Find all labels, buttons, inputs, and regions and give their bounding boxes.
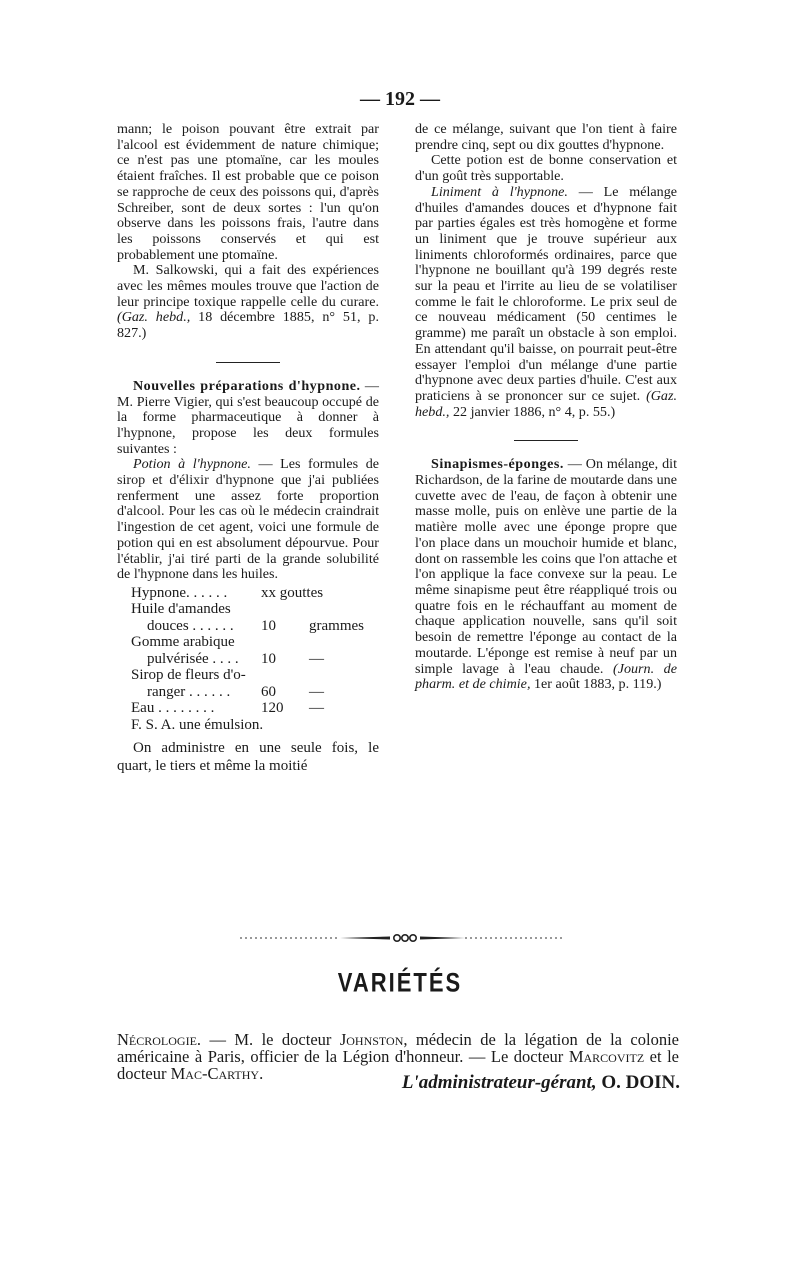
person-name: Johnston <box>339 1029 404 1049</box>
subheading: Potion à l'hypnone. <box>133 456 251 473</box>
ingredient: douces . . . . . . <box>147 617 234 634</box>
paragraph-text: M. Salkowski, qui a fait des expériences avec les mêmes moules trouve que l'action de leur principe toxique rappelle celle du curare. <box>117 262 379 310</box>
unit: grammes <box>309 617 364 634</box>
quantity: 60 <box>261 683 276 700</box>
obituary-text: , médecin de la légation de la colonie américaine à Paris, officier de la Légion d'honneur. — Le docteur <box>117 1029 679 1066</box>
recipe-row <box>131 700 379 717</box>
paragraph: mann; le poison pouvant être extrait par l'alcool est évidemment de nature chimique; ce n'est pas une ptomaïne, car les moules étaient fraîches. Il est probable que ce poison se rapproche de ceux des poissons qui, d'après Schreiber, sont de deux sortes : l'un qu'on observe dans les poissons frais, l'autre dans les poissons conservés et qui est probablement une ptomaïne. <box>117 121 379 263</box>
separator-rule <box>514 440 578 441</box>
obituary-text: — M. le docteur <box>201 1029 340 1049</box>
recipe-row <box>131 585 379 602</box>
paragraph-text: — Les formules de sirop et d'élixir d'hypnone que j'ai publiées renferment une assez forte proportion d'alcool. Pour les cas où le médecin craindrait l'ingestion de cet agent, voici une formule de potion qui en est absolument dépourvue. Pour l'établir, j'ai tiré parti de la grande solubilité de l'hypnone dans les huiles. <box>117 456 379 583</box>
quantity: 120 <box>261 700 284 717</box>
obituary-text: . <box>259 1063 264 1083</box>
ornamental-divider <box>240 930 565 946</box>
ingredient: Hypnone. . . . . . <box>131 584 228 601</box>
recipe-row <box>131 717 379 734</box>
ingredient: Sirop de fleurs d'o- <box>131 667 246 684</box>
signature <box>340 1072 680 1094</box>
ingredient: ranger . . . . . . <box>147 683 231 700</box>
citation-details: 18 décembre 1885, n° 51, p. 827.) <box>117 309 379 342</box>
paragraph: Cette potion est de bonne conservation et d'un goût très supportable. <box>415 152 677 185</box>
paragraph-text: — M. Pierre Vigier, qui s'est beaucoup occupé de la forme pharmaceutique à donner à l'hypnone, propose les deux formules suivantes : <box>117 377 379 457</box>
citation-journal: (Gaz. hebd., <box>117 309 191 326</box>
recipe-row <box>131 634 379 651</box>
page-number: — 192 — <box>360 88 440 110</box>
section-heading: Sinapismes-éponges. <box>431 456 564 473</box>
ingredient: Huile d'amandes <box>131 601 231 618</box>
left-column <box>117 122 379 775</box>
recipe-row <box>131 618 379 635</box>
unit: — <box>309 683 324 700</box>
quantity: xx gouttes <box>261 584 324 601</box>
paragraph: de ce mélange, suivant que l'on tient à faire prendre cinq, sept ou dix gouttes d'hypnone. <box>415 121 677 153</box>
ingredient: Eau . . . . . . . . <box>131 700 215 717</box>
quantity: 10 <box>261 617 276 634</box>
recipe-table <box>131 585 379 734</box>
paragraph <box>117 379 379 458</box>
recipe-row <box>131 601 379 618</box>
person-name: Marcovitz <box>568 1046 645 1066</box>
signature-role: L'administrateur-gérant, <box>401 1072 597 1093</box>
unit: — <box>309 700 324 717</box>
paragraph <box>117 263 379 342</box>
ingredient: F. S. A. une émulsion. <box>131 716 264 733</box>
recipe-row <box>131 651 379 668</box>
paragraph <box>415 185 677 421</box>
paragraph: On administre en une seule fois, le quart, le tiers et même la moitié <box>117 740 379 775</box>
section-title: VARIÉTÉS <box>337 967 463 998</box>
separator-rule <box>216 362 280 363</box>
ingredient: Gomme arabique <box>131 634 235 651</box>
paragraph-text: — On mélange, dit Richardson, de la farine de moutarde dans une cuvette avec de l'eau, de façon à obtenir une masse molle, puis on enlève une partie de la matière molle avec une éponge propre que l'on place dans un mouchoir humide et blanc, dont on rassemble les coins que l'on attache et l'on applique la face convexe sur la peau. Le même sinapisme peut être réappliqué trois ou quatre fois en le réchauffant au moment de chaque application nouvelle, sans qu'il soit besoin de remettre l'éponge au contact de la moutarde. L'éponge est remise à neuf par un simple lavage à l'eau chaude. <box>415 456 677 677</box>
person-name: Mac-Carthy <box>170 1063 260 1083</box>
recipe-row <box>131 667 379 684</box>
ingredient: pulvérisée . . . . <box>147 650 239 667</box>
paragraph-text: — Le mélange d'huiles d'amandes douces et d'hypnone fait par parties égales est très homogène et forme un liniment que je trouve supérieur aux liniments chloroformés ordinaires, parce que l'hypnone ne bouillant qu'à 199 degrés reste sur la peau et l'irrite au lieu de se volatiliser comme le fait le chloroforme. Le prix seul de ce nouveau médicament (50 centimes le gramme) me paraît un obstacle à son emploi. En attendant qu'il baisse, on pourrait peut-être essayer l'emploi d'un mélange d'une partie d'hypnone avec deux parties d'huile. C'est aux praticiens à se prononcer sur ce sujet. <box>415 183 677 404</box>
citation-details: 1er août 1883, p. 119.) <box>534 676 662 693</box>
right-column <box>415 122 677 693</box>
citation-details: 22 janvier 1886, n° 4, p. 55.) <box>452 403 616 420</box>
citation-journal: (Gaz. hebd., <box>415 387 677 420</box>
citation-journal: (Journ. de pharm. et de chimie, <box>415 660 677 693</box>
obituary-text: et le docteur <box>117 1046 679 1083</box>
paragraph <box>117 457 379 583</box>
section-heading: Nouvelles préparations d'hypnone. <box>133 377 361 394</box>
subheading: Liniment à l'hypnone. <box>431 183 568 200</box>
obituary-label: Nécrologie. <box>117 1029 202 1049</box>
paragraph <box>415 457 677 693</box>
unit: — <box>309 650 324 667</box>
signature-name: O. DOIN. <box>601 1072 680 1093</box>
recipe-row <box>131 684 379 701</box>
quantity: 10 <box>261 650 276 667</box>
